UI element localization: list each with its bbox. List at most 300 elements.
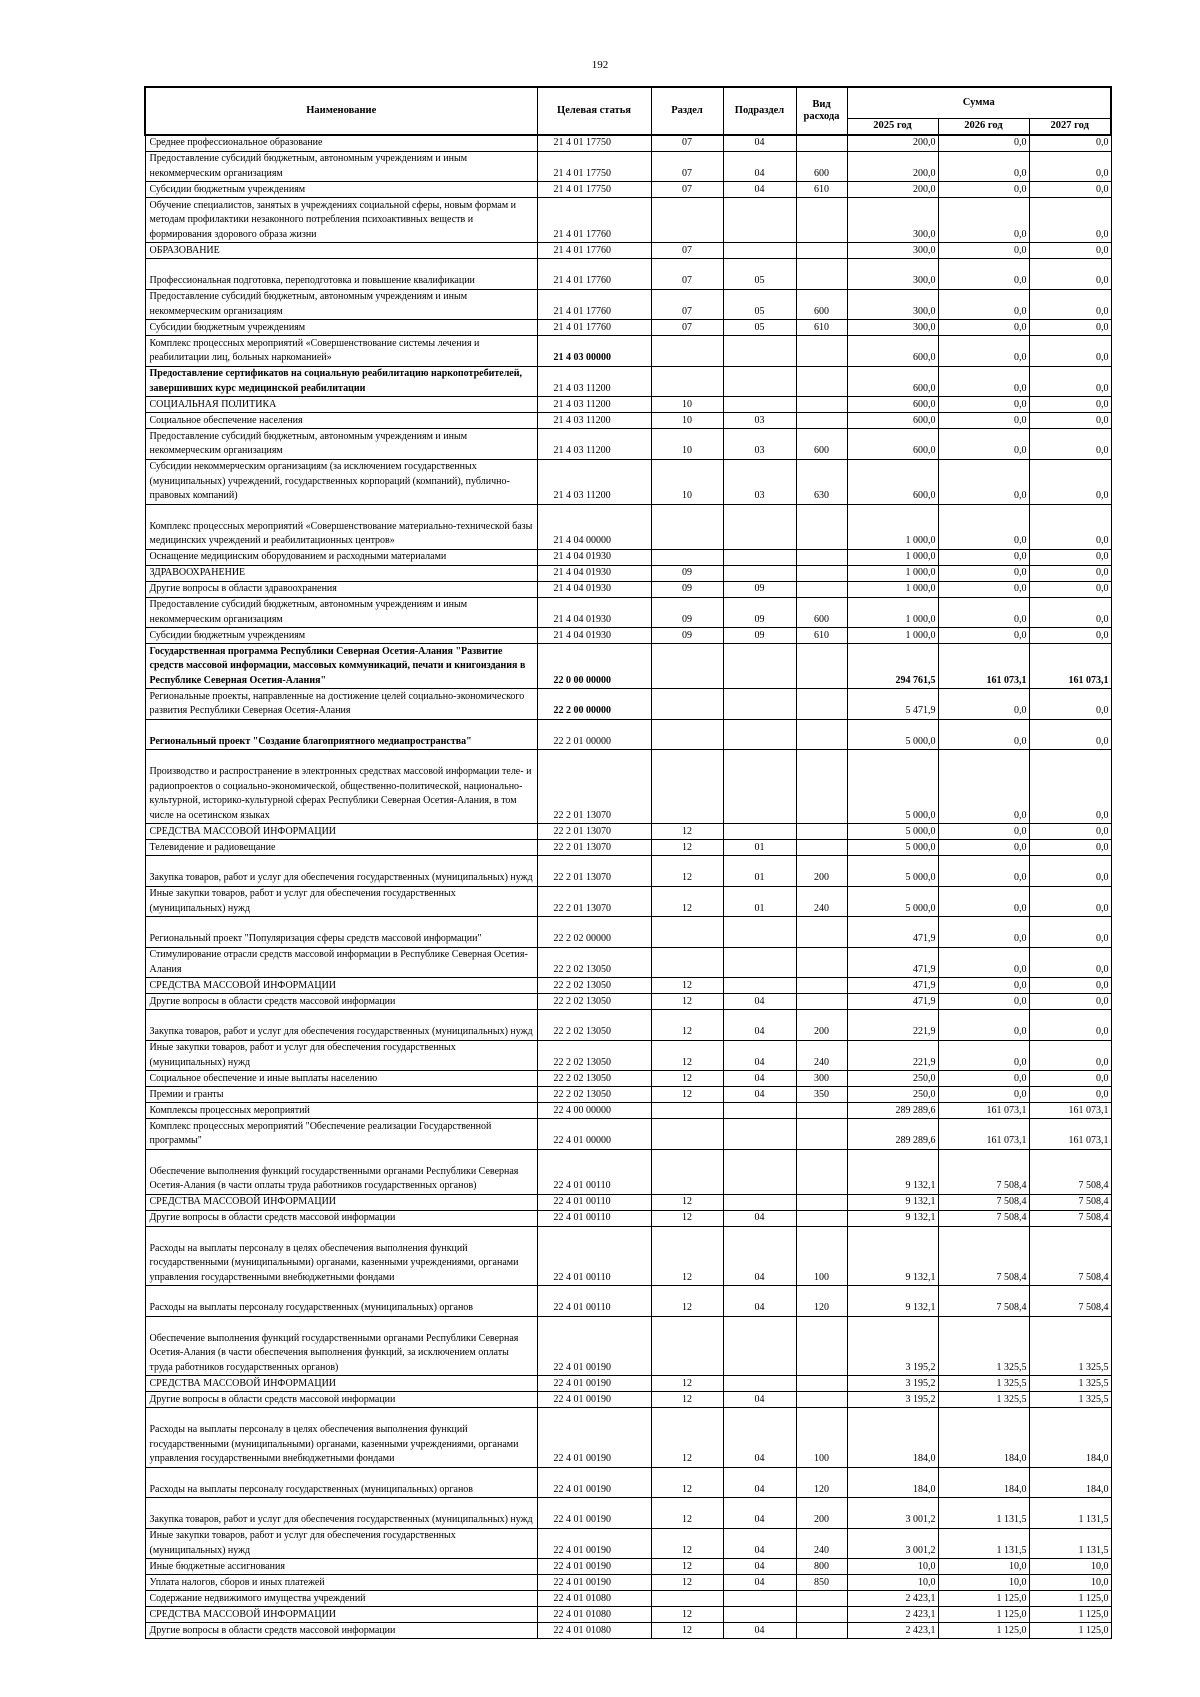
row-sum-2025-cell: 471,9 (847, 947, 938, 978)
row-subsection-cell (723, 397, 796, 413)
row-sum-2025-cell: 1 000,0 (847, 597, 938, 628)
row-section-cell (651, 750, 723, 824)
row-sum-2025-cell: 600,0 (847, 429, 938, 460)
row-sum-2027-cell: 0,0 (1029, 243, 1111, 259)
row-sum-2027-cell: 0,0 (1029, 947, 1111, 978)
row-subsection-cell: 04 (723, 1087, 796, 1103)
row-name-cell: Субсидии некоммерческим организациям (за исключением государственных (муниципальных) учреждений, государственных корпораций (компаний), публично-правовых компаний) (145, 459, 537, 504)
row-target-cell: 21 4 04 01930 (537, 581, 651, 597)
row-sum-2026-cell: 184,0 (938, 1467, 1029, 1498)
table-row (145, 429, 1111, 460)
row-expense-type-cell (796, 994, 847, 1010)
row-section-cell: 12 (651, 886, 723, 917)
row-name-cell: Социальное обеспечение населения (145, 413, 537, 429)
table-row (145, 459, 1111, 504)
row-sum-2027-cell: 1 325,5 (1029, 1316, 1111, 1376)
table-row (145, 413, 1111, 429)
column-header-name: Наименование (145, 87, 537, 135)
row-subsection-cell: 04 (723, 151, 796, 182)
row-section-cell: 10 (651, 459, 723, 504)
row-name-cell: Иные закупки товаров, работ и услуг для обеспечения государственных (муниципальных) нужд (145, 1528, 537, 1559)
table-row (145, 994, 1111, 1010)
row-name-cell: Комплексы процессных мероприятий (145, 1103, 537, 1119)
row-subsection-cell: 04 (723, 1286, 796, 1317)
row-sum-2026-cell: 0,0 (938, 917, 1029, 948)
column-header-target: Целевая статья (537, 87, 651, 135)
row-target-cell: 22 4 01 00000 (537, 1119, 651, 1150)
row-sum-2025-cell: 1 000,0 (847, 565, 938, 581)
row-sum-2025-cell: 1 000,0 (847, 549, 938, 565)
row-section-cell: 12 (651, 824, 723, 840)
row-section-cell: 12 (651, 1226, 723, 1286)
row-target-cell: 22 2 02 13050 (537, 947, 651, 978)
row-sum-2027-cell: 0,0 (1029, 597, 1111, 628)
row-sum-2025-cell: 3 001,2 (847, 1528, 938, 1559)
row-sum-2025-cell: 1 000,0 (847, 581, 938, 597)
row-sum-2027-cell: 7 508,4 (1029, 1226, 1111, 1286)
row-subsection-cell (723, 243, 796, 259)
row-sum-2027-cell: 0,0 (1029, 459, 1111, 504)
table-row (145, 565, 1111, 581)
row-subsection-cell (723, 1103, 796, 1119)
row-sum-2026-cell: 0,0 (938, 429, 1029, 460)
row-sum-2025-cell: 9 132,1 (847, 1149, 938, 1194)
row-name-cell: ОБРАЗОВАНИЕ (145, 243, 537, 259)
row-expense-type-cell (796, 243, 847, 259)
row-section-cell (651, 1149, 723, 1194)
table-row (145, 1194, 1111, 1210)
row-name-cell: СРЕДСТВА МАССОВОЙ ИНФОРМАЦИИ (145, 824, 537, 840)
table-row (145, 366, 1111, 397)
row-name-cell: Иные бюджетные ассигнования (145, 1559, 537, 1575)
row-sum-2027-cell: 1 125,0 (1029, 1591, 1111, 1607)
row-section-cell: 09 (651, 597, 723, 628)
row-expense-type-cell: 600 (796, 151, 847, 182)
row-section-cell: 12 (651, 840, 723, 856)
row-sum-2027-cell: 0,0 (1029, 1071, 1111, 1087)
table-row (145, 1103, 1111, 1119)
row-expense-type-cell (796, 719, 847, 750)
row-sum-2026-cell: 0,0 (938, 1087, 1029, 1103)
row-expense-type-cell (796, 947, 847, 978)
column-header-2027: 2027 год (1029, 118, 1111, 135)
row-sum-2027-cell: 0,0 (1029, 1040, 1111, 1071)
row-sum-2025-cell: 300,0 (847, 243, 938, 259)
row-expense-type-cell (796, 1376, 847, 1392)
row-sum-2027-cell: 161 073,1 (1029, 1119, 1111, 1150)
row-section-cell (651, 1119, 723, 1150)
row-sum-2025-cell: 3 001,2 (847, 1498, 938, 1529)
row-subsection-cell (723, 1376, 796, 1392)
row-name-cell: Закупка товаров, работ и услуг для обеспечения государственных (муниципальных) нужд (145, 1498, 537, 1529)
row-section-cell: 09 (651, 628, 723, 644)
row-name-cell: Иные закупки товаров, работ и услуг для обеспечения государственных (муниципальных) нужд (145, 1040, 537, 1071)
row-section-cell: 10 (651, 397, 723, 413)
row-expense-type-cell (796, 824, 847, 840)
row-name-cell: Другие вопросы в области средств массовой информации (145, 994, 537, 1010)
row-expense-type-cell (796, 1607, 847, 1623)
row-section-cell: 12 (651, 1607, 723, 1623)
row-sum-2025-cell: 200,0 (847, 135, 938, 151)
row-target-cell: 22 2 00 00000 (537, 689, 651, 720)
row-target-cell: 22 4 01 00190 (537, 1559, 651, 1575)
row-expense-type-cell: 200 (796, 856, 847, 887)
row-sum-2026-cell: 0,0 (938, 824, 1029, 840)
row-sum-2027-cell: 0,0 (1029, 336, 1111, 367)
row-name-cell: Региональный проект "Популяризация сферы средств массовой информации" (145, 917, 537, 948)
row-sum-2026-cell: 7 508,4 (938, 1210, 1029, 1226)
row-expense-type-cell: 100 (796, 1408, 847, 1468)
row-sum-2027-cell: 0,0 (1029, 824, 1111, 840)
row-name-cell: Содержание недвижимого имущества учреждений (145, 1591, 537, 1607)
row-sum-2026-cell: 0,0 (938, 947, 1029, 978)
row-name-cell: Предоставление субсидий бюджетным, автономным учреждениям и иным некоммерческим организациям (145, 597, 537, 628)
row-expense-type-cell: 120 (796, 1467, 847, 1498)
row-expense-type-cell (796, 366, 847, 397)
row-sum-2025-cell: 5 471,9 (847, 689, 938, 720)
row-name-cell: Субсидии бюджетным учреждениям (145, 320, 537, 336)
row-expense-type-cell (796, 549, 847, 565)
row-subsection-cell (723, 719, 796, 750)
table-row (145, 320, 1111, 336)
row-section-cell: 07 (651, 289, 723, 320)
row-subsection-cell (723, 1316, 796, 1376)
row-expense-type-cell: 610 (796, 320, 847, 336)
row-name-cell: Уплата налогов, сборов и иных платежей (145, 1575, 537, 1591)
row-name-cell: Расходы на выплаты персоналу в целях обеспечения выполнения функций государственными (муниципальными) органами, казенными учреждениями, органами управления государственными внебюджетными фондами (145, 1226, 537, 1286)
row-subsection-cell: 04 (723, 135, 796, 151)
row-sum-2025-cell: 9 132,1 (847, 1194, 938, 1210)
row-section-cell: 07 (651, 151, 723, 182)
row-target-cell: 22 4 01 00190 (537, 1498, 651, 1529)
row-sum-2026-cell: 0,0 (938, 689, 1029, 720)
row-subsection-cell (723, 750, 796, 824)
row-name-cell: Закупка товаров, работ и услуг для обеспечения государственных (муниципальных) нужд (145, 1010, 537, 1041)
row-section-cell: 09 (651, 565, 723, 581)
row-target-cell: 22 4 01 01080 (537, 1607, 651, 1623)
row-sum-2026-cell: 0,0 (938, 504, 1029, 549)
row-sum-2026-cell: 0,0 (938, 413, 1029, 429)
row-sum-2026-cell: 1 325,5 (938, 1316, 1029, 1376)
row-sum-2027-cell: 0,0 (1029, 628, 1111, 644)
row-expense-type-cell (796, 413, 847, 429)
row-target-cell: 22 2 02 13050 (537, 1071, 651, 1087)
row-name-cell: Обеспечение выполнения функций государственными органами Республики Северная Осетия-Алания (в части обеспечения выполнения функций, за исключением оплаты труда работников государственных органов) (145, 1316, 537, 1376)
row-sum-2027-cell: 161 073,1 (1029, 1103, 1111, 1119)
table-row (145, 1498, 1111, 1529)
row-expense-type-cell (796, 1623, 847, 1639)
row-target-cell: 21 4 01 17760 (537, 320, 651, 336)
row-target-cell: 22 2 02 13050 (537, 978, 651, 994)
row-sum-2025-cell: 600,0 (847, 413, 938, 429)
table-row (145, 824, 1111, 840)
table-row (145, 1149, 1111, 1194)
table-row (145, 1087, 1111, 1103)
row-target-cell: 21 4 01 17760 (537, 259, 651, 290)
row-sum-2026-cell: 1 131,5 (938, 1528, 1029, 1559)
row-sum-2027-cell: 0,0 (1029, 886, 1111, 917)
row-sum-2025-cell: 600,0 (847, 397, 938, 413)
row-name-cell: ЗДРАВООХРАНЕНИЕ (145, 565, 537, 581)
row-sum-2027-cell: 0,0 (1029, 689, 1111, 720)
row-sum-2025-cell: 294 761,5 (847, 644, 938, 689)
table-row (145, 1528, 1111, 1559)
table-row (145, 644, 1111, 689)
row-subsection-cell: 09 (723, 628, 796, 644)
row-expense-type-cell (796, 1149, 847, 1194)
row-expense-type-cell (796, 504, 847, 549)
row-sum-2025-cell: 200,0 (847, 151, 938, 182)
table-row (145, 1286, 1111, 1317)
row-sum-2027-cell: 0,0 (1029, 151, 1111, 182)
table-row (145, 689, 1111, 720)
row-target-cell: 22 2 01 13070 (537, 750, 651, 824)
column-header-sum: Сумма (847, 87, 1111, 118)
row-target-cell: 22 2 02 00000 (537, 917, 651, 948)
row-sum-2027-cell: 0,0 (1029, 397, 1111, 413)
row-name-cell: СРЕДСТВА МАССОВОЙ ИНФОРМАЦИИ (145, 1607, 537, 1623)
row-name-cell: Предоставление субсидий бюджетным, автономным учреждениям и иным некоммерческим организациям (145, 429, 537, 460)
row-sum-2026-cell: 161 073,1 (938, 644, 1029, 689)
row-subsection-cell (723, 549, 796, 565)
column-header-subsection: Подраздел (723, 87, 796, 135)
row-sum-2026-cell: 0,0 (938, 581, 1029, 597)
row-name-cell: СРЕДСТВА МАССОВОЙ ИНФОРМАЦИИ (145, 1194, 537, 1210)
row-expense-type-cell: 800 (796, 1559, 847, 1575)
table-row (145, 1559, 1111, 1575)
table-row (145, 1071, 1111, 1087)
row-subsection-cell (723, 504, 796, 549)
row-sum-2027-cell: 0,0 (1029, 978, 1111, 994)
row-section-cell: 12 (651, 856, 723, 887)
row-subsection-cell: 04 (723, 182, 796, 198)
row-subsection-cell: 04 (723, 1408, 796, 1468)
row-subsection-cell: 04 (723, 1575, 796, 1591)
row-name-cell: Премии и гранты (145, 1087, 537, 1103)
table-row (145, 1119, 1111, 1150)
row-sum-2026-cell: 161 073,1 (938, 1119, 1029, 1150)
row-section-cell: 12 (651, 978, 723, 994)
row-sum-2025-cell: 3 195,2 (847, 1392, 938, 1408)
row-target-cell: 22 2 02 13050 (537, 1040, 651, 1071)
row-expense-type-cell: 120 (796, 1286, 847, 1317)
row-subsection-cell (723, 1194, 796, 1210)
row-sum-2025-cell: 221,9 (847, 1010, 938, 1041)
row-subsection-cell: 03 (723, 459, 796, 504)
row-expense-type-cell: 600 (796, 289, 847, 320)
row-sum-2026-cell: 0,0 (938, 750, 1029, 824)
row-sum-2025-cell: 5 000,0 (847, 824, 938, 840)
row-name-cell: Комплекс процессных мероприятий "Обеспечение реализации Государственной программы" (145, 1119, 537, 1150)
row-sum-2025-cell: 1 000,0 (847, 504, 938, 549)
row-sum-2025-cell: 471,9 (847, 994, 938, 1010)
table-row (145, 549, 1111, 565)
row-target-cell: 22 4 01 00110 (537, 1210, 651, 1226)
table-row (145, 1467, 1111, 1498)
row-section-cell: 07 (651, 320, 723, 336)
row-sum-2025-cell: 9 132,1 (847, 1210, 938, 1226)
row-expense-type-cell: 610 (796, 628, 847, 644)
row-sum-2027-cell: 0,0 (1029, 750, 1111, 824)
row-section-cell: 12 (651, 1623, 723, 1639)
row-expense-type-cell (796, 135, 847, 151)
row-name-cell: Другие вопросы в области средств массовой информации (145, 1623, 537, 1639)
table-row (145, 597, 1111, 628)
row-expense-type-cell (796, 198, 847, 243)
row-target-cell: 22 2 01 13070 (537, 886, 651, 917)
row-name-cell: Государственная программа Республики Северная Осетия-Алания "Развитие средств массовой информации, массовых коммуникаций, печати и книгоиздания в Республике Северная Осетия-Алания" (145, 644, 537, 689)
row-target-cell: 22 4 01 00110 (537, 1286, 651, 1317)
row-section-cell: 12 (651, 1210, 723, 1226)
row-subsection-cell (723, 1607, 796, 1623)
row-section-cell: 09 (651, 581, 723, 597)
row-expense-type-cell (796, 1591, 847, 1607)
row-sum-2026-cell: 7 508,4 (938, 1286, 1029, 1317)
row-target-cell: 22 4 01 00190 (537, 1392, 651, 1408)
row-target-cell: 22 4 01 00190 (537, 1575, 651, 1591)
row-name-cell: Закупка товаров, работ и услуг для обеспечения государственных (муниципальных) нужд (145, 856, 537, 887)
row-section-cell (651, 504, 723, 549)
row-expense-type-cell (796, 1119, 847, 1150)
table-row (145, 719, 1111, 750)
row-expense-type-cell: 630 (796, 459, 847, 504)
table-row (145, 1623, 1111, 1639)
row-expense-type-cell: 850 (796, 1575, 847, 1591)
row-target-cell: 22 0 00 00000 (537, 644, 651, 689)
row-subsection-cell: 09 (723, 581, 796, 597)
row-sum-2027-cell: 184,0 (1029, 1467, 1111, 1498)
row-section-cell (651, 1316, 723, 1376)
column-header-expense-type: Вид расхода (796, 87, 847, 135)
row-target-cell: 22 4 01 00110 (537, 1226, 651, 1286)
row-sum-2026-cell: 0,0 (938, 243, 1029, 259)
row-name-cell: Социальное обеспечение и иные выплаты населению (145, 1071, 537, 1087)
row-expense-type-cell: 600 (796, 597, 847, 628)
row-section-cell (651, 644, 723, 689)
table-row (145, 1010, 1111, 1041)
row-expense-type-cell: 610 (796, 182, 847, 198)
table-row (145, 336, 1111, 367)
table-row (145, 1040, 1111, 1071)
row-expense-type-cell (796, 397, 847, 413)
row-sum-2026-cell: 0,0 (938, 1040, 1029, 1071)
row-sum-2025-cell: 10,0 (847, 1559, 938, 1575)
row-section-cell: 07 (651, 182, 723, 198)
row-sum-2026-cell: 1 325,5 (938, 1376, 1029, 1392)
row-expense-type-cell (796, 259, 847, 290)
row-target-cell: 21 4 01 17760 (537, 243, 651, 259)
row-section-cell: 07 (651, 243, 723, 259)
row-sum-2027-cell: 0,0 (1029, 182, 1111, 198)
row-sum-2026-cell: 0,0 (938, 840, 1029, 856)
row-sum-2025-cell: 250,0 (847, 1087, 938, 1103)
row-sum-2027-cell: 7 508,4 (1029, 1210, 1111, 1226)
row-sum-2025-cell: 300,0 (847, 198, 938, 243)
row-target-cell: 21 4 03 11200 (537, 429, 651, 460)
table-row (145, 243, 1111, 259)
table-row (145, 504, 1111, 549)
row-subsection-cell: 04 (723, 1226, 796, 1286)
row-subsection-cell: 01 (723, 856, 796, 887)
row-sum-2025-cell: 250,0 (847, 1071, 938, 1087)
row-subsection-cell (723, 198, 796, 243)
row-name-cell: Предоставление сертификатов на социальную реабилитацию наркопотребителей, завершивших курс медицинской реабилитации (145, 366, 537, 397)
row-target-cell: 21 4 04 01930 (537, 549, 651, 565)
row-sum-2025-cell: 289 289,6 (847, 1103, 938, 1119)
row-sum-2026-cell: 0,0 (938, 459, 1029, 504)
row-subsection-cell: 05 (723, 289, 796, 320)
row-expense-type-cell: 240 (796, 1528, 847, 1559)
row-subsection-cell (723, 336, 796, 367)
row-name-cell: Другие вопросы в области средств массовой информации (145, 1392, 537, 1408)
row-name-cell: Телевидение и радиовещание (145, 840, 537, 856)
row-name-cell: Расходы на выплаты персоналу государственных (муниципальных) органов (145, 1467, 537, 1498)
row-sum-2027-cell: 1 125,0 (1029, 1623, 1111, 1639)
table-row (145, 856, 1111, 887)
row-sum-2025-cell: 5 000,0 (847, 719, 938, 750)
row-sum-2027-cell: 0,0 (1029, 413, 1111, 429)
column-header-section: Раздел (651, 87, 723, 135)
table-row (145, 135, 1111, 151)
row-target-cell: 22 4 01 00190 (537, 1408, 651, 1468)
row-target-cell: 22 2 01 00000 (537, 719, 651, 750)
row-section-cell: 12 (651, 1194, 723, 1210)
row-sum-2027-cell: 0,0 (1029, 856, 1111, 887)
row-subsection-cell: 03 (723, 413, 796, 429)
row-expense-type-cell (796, 750, 847, 824)
row-subsection-cell: 04 (723, 1528, 796, 1559)
row-sum-2025-cell: 300,0 (847, 259, 938, 290)
row-subsection-cell: 05 (723, 320, 796, 336)
row-sum-2026-cell: 1 125,0 (938, 1591, 1029, 1607)
row-target-cell: 22 4 01 01080 (537, 1591, 651, 1607)
row-target-cell: 21 4 01 17750 (537, 182, 651, 198)
row-sum-2027-cell: 0,0 (1029, 917, 1111, 948)
row-sum-2026-cell: 0,0 (938, 366, 1029, 397)
row-name-cell: СРЕДСТВА МАССОВОЙ ИНФОРМАЦИИ (145, 1376, 537, 1392)
row-name-cell: Предоставление субсидий бюджетным, автономным учреждениям и иным некоммерческим организациям (145, 151, 537, 182)
row-name-cell: Производство и распространение в электронных средствах массовой информации теле- и радиопроектов о социально-экономической, общественно-политической, национально-культурной, историко-культурной сферах Республики Северная Осетия-Алания, в том числе на осетинском языках (145, 750, 537, 824)
row-name-cell: Региональный проект "Создание благоприятного медиапространства" (145, 719, 537, 750)
row-expense-type-cell (796, 565, 847, 581)
row-target-cell: 22 4 01 00190 (537, 1376, 651, 1392)
row-target-cell: 21 4 03 11200 (537, 413, 651, 429)
row-target-cell: 21 4 04 00000 (537, 504, 651, 549)
row-name-cell: Предоставление субсидий бюджетным, автономным учреждениям и иным некоммерческим организациям (145, 289, 537, 320)
row-sum-2027-cell: 0,0 (1029, 320, 1111, 336)
row-sum-2026-cell: 0,0 (938, 151, 1029, 182)
row-target-cell: 21 4 01 17750 (537, 151, 651, 182)
row-sum-2027-cell: 1 325,5 (1029, 1392, 1111, 1408)
row-sum-2027-cell: 0,0 (1029, 366, 1111, 397)
row-sum-2026-cell: 0,0 (938, 565, 1029, 581)
row-target-cell: 22 4 01 00190 (537, 1528, 651, 1559)
row-sum-2025-cell: 5 000,0 (847, 886, 938, 917)
row-sum-2027-cell: 1 325,5 (1029, 1376, 1111, 1392)
row-target-cell: 21 4 01 17750 (537, 135, 651, 151)
row-sum-2026-cell: 0,0 (938, 719, 1029, 750)
row-sum-2025-cell: 5 000,0 (847, 840, 938, 856)
row-subsection-cell: 04 (723, 1498, 796, 1529)
table-row (145, 750, 1111, 824)
row-sum-2026-cell: 1 125,0 (938, 1623, 1029, 1639)
row-name-cell: Обеспечение выполнения функций государственными органами Республики Северная Осетия-Алания (в части оплаты труда работников государственных органов) (145, 1149, 537, 1194)
row-sum-2027-cell: 0,0 (1029, 719, 1111, 750)
row-name-cell: Субсидии бюджетным учреждениям (145, 628, 537, 644)
row-subsection-cell (723, 917, 796, 948)
row-expense-type-cell (796, 336, 847, 367)
row-sum-2026-cell: 1 125,0 (938, 1607, 1029, 1623)
